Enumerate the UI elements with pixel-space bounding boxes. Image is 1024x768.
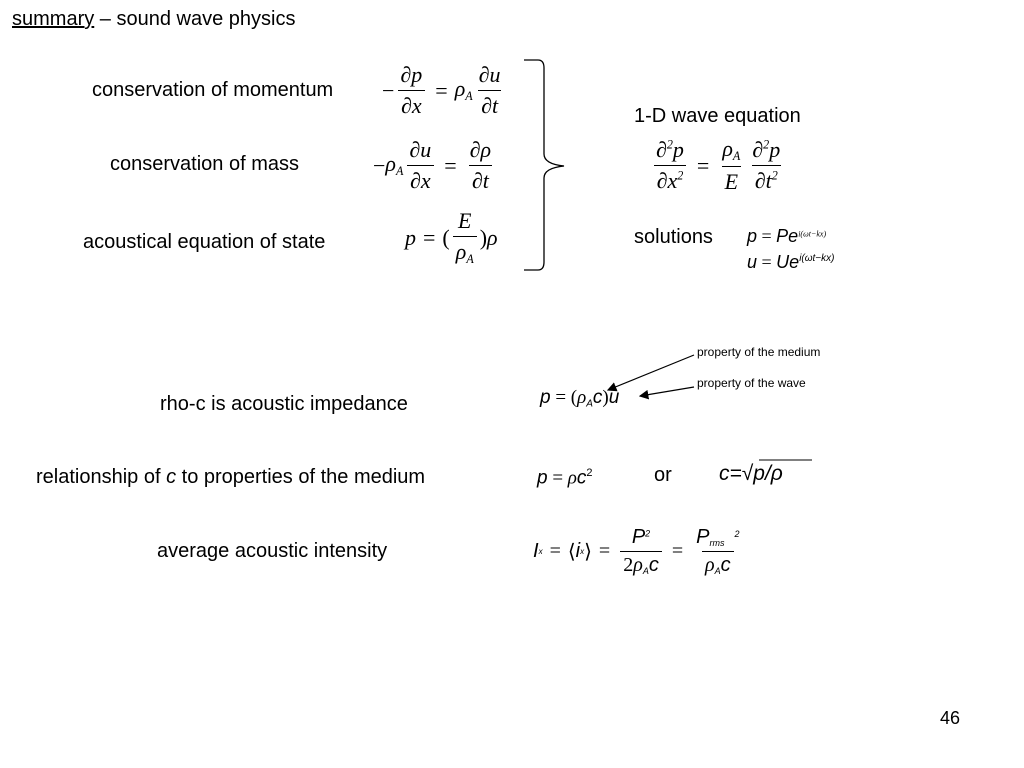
right-brace [520, 58, 570, 274]
label-mass: conservation of mass [110, 153, 299, 175]
arrow-wave [640, 387, 694, 396]
eq-state: p = ( $\frac{E}{\rho_A}$ ) ρ [405, 208, 498, 267]
label-relationship [36, 466, 425, 489]
annotation-wave: property of the wave [697, 376, 806, 390]
eq-solution-p: $p = Pe^{i(\omega t-kx)}$ [747, 226, 827, 246]
title-rest: – sound wave physics [94, 8, 296, 30]
label-impedance: rho-c is acoustic impedance [160, 393, 408, 415]
label-momentum: conservation of momentum [92, 79, 334, 101]
eq-p-rho-c2: $p = \rho c^2$ [537, 467, 593, 489]
eq-wave: $\frac{\partial^2p}{\partial x^2}$ = $\frac{\rho_A}{E}$ $\frac{\partial^2p}{\partial t^2}$ [650, 136, 786, 195]
brace-path [524, 60, 564, 270]
sqrt-overline [758, 458, 814, 462]
page-number: 46 [940, 708, 961, 728]
title-summary: summary [12, 8, 95, 30]
label-or: or [654, 464, 672, 486]
eq-intensity: I x = ⟨ i x ⟩ = $\frac{P^2}{2\rho_Ac}$ = $\frac{P_{rms}^2}{\rho_Ac}$ [533, 526, 740, 577]
eq-impedance: $p = (\rho_Ac)u$ [540, 387, 620, 410]
label-wave-equation: 1-D wave equation [634, 105, 801, 127]
c-formula-text: c=√p/ρ [719, 462, 783, 485]
label-state: acoustical equation of state [83, 231, 326, 253]
eq-solution-u: $u = Ue^{i(\omega t-kx)}$ [747, 252, 835, 272]
eq-mass: − $\rho_A$ $\frac{\partial u}{\partial x}$ = $\frac{\partial\rho}{\partial t}$ [373, 137, 492, 193]
slide-title [12, 8, 295, 31]
relationship-pre: relationship of [36, 466, 167, 488]
arrow-medium [608, 355, 694, 390]
label-solutions: solutions [634, 226, 713, 248]
relationship-post: to properties of the medium [176, 466, 426, 488]
relationship-c: c [166, 466, 177, 488]
label-intensity: average acoustic intensity [157, 540, 388, 562]
eq-c-sqrt [719, 462, 783, 486]
eq-momentum: − $\frac{\partial p}{\partial x}$ = $\rho_A$ $\frac{\partial u}{\partial t}$ [382, 62, 501, 118]
annotation-medium: property of the medium [697, 345, 821, 359]
